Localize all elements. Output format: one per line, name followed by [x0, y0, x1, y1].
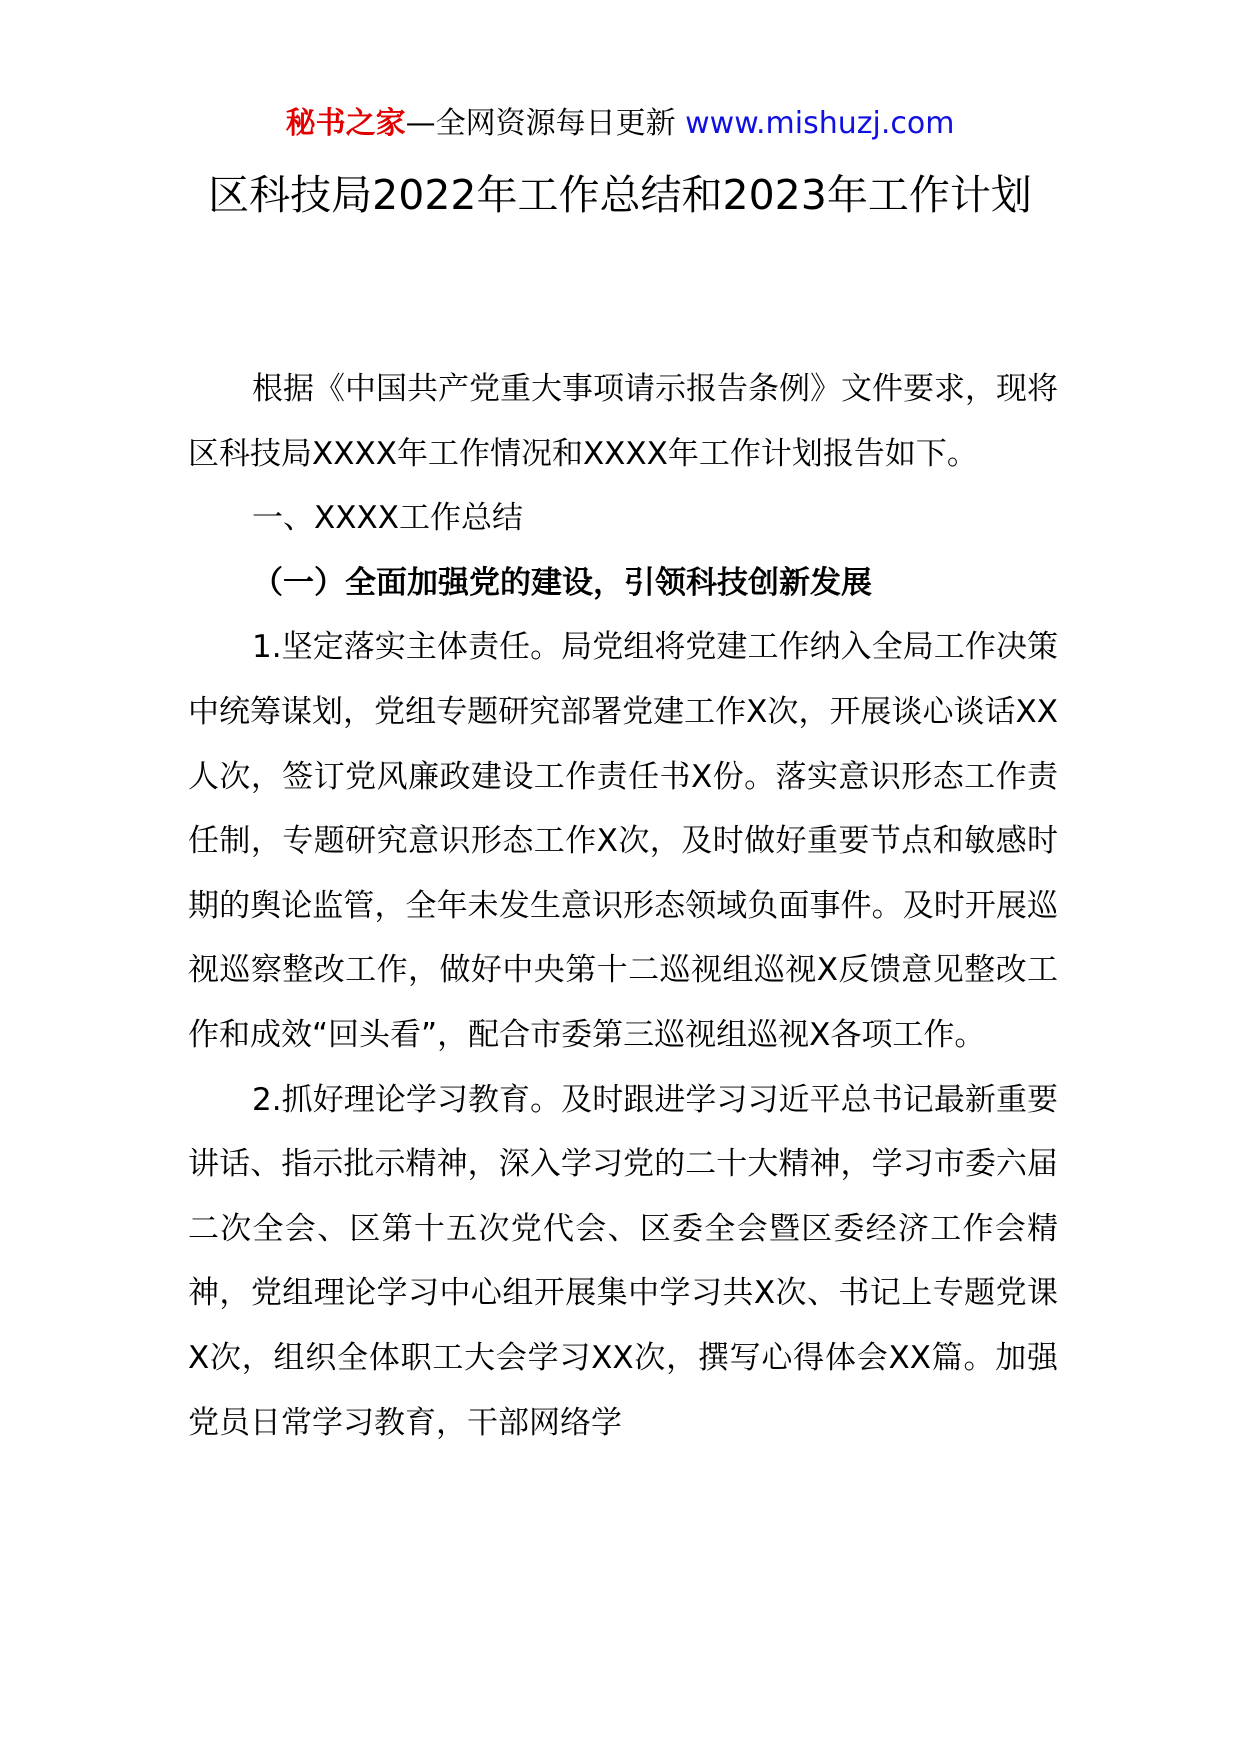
brand-name: 秘书之家 — [285, 106, 406, 141]
paragraph-1: 1.坚定落实主体责任。局党组将党建工作纳入全局工作决策中统筹谋划，党组专题研究部署党建工作X次，开展谈心谈话XX人次，签订党风廉政建设工作责任书X份。落实意识形态工作责任制，专题研究意识形态工作X次，及时做好重要节点和敏感时期的舆论监管，全年未发生意识形态领域负面事件。及时开展巡视巡察整改工作，做好中央第十二巡视组巡视X反馈意见整改工作和成效“回头看”，配合市委第三巡视组巡视X各项工作。 — [188, 629, 1058, 1053]
header-tagline: —全网资源每日更新 — [405, 106, 676, 141]
document-body — [188, 357, 1058, 1455]
paragraph-2: 2.抓好理论学习教育。及时跟进学习习近平总书记最新重要讲话、指示批示精神，深入学习党的二十大精神，学习市委六届二次全会、区第十五次党代会、区委全会暨区委经济工作会精神，党组理论学习中心组开展集中学习共X次、书记上专题党课X次，组织全体职工大会学习XX次，撰写心得体会XX篇。加强党员日常学习教育，干部网络学 — [188, 1081, 1058, 1441]
section-heading-1: 一、XXXX工作总结 — [252, 500, 523, 537]
site-header — [0, 100, 1240, 148]
site-url-link[interactable]: www.mishuzj.com — [685, 106, 955, 141]
subsection-heading-1: （一）全面加强党的建设，引领科技创新发展 — [252, 564, 872, 601]
document-title: 区科技局2022年工作总结和2023年工作计划 — [208, 171, 1032, 219]
intro-paragraph: 根据《中国共产党重大事项请示报告条例》文件要求，现将区科技局XXXX年工作情况和XXXX年工作计划报告如下。 — [188, 371, 1058, 472]
